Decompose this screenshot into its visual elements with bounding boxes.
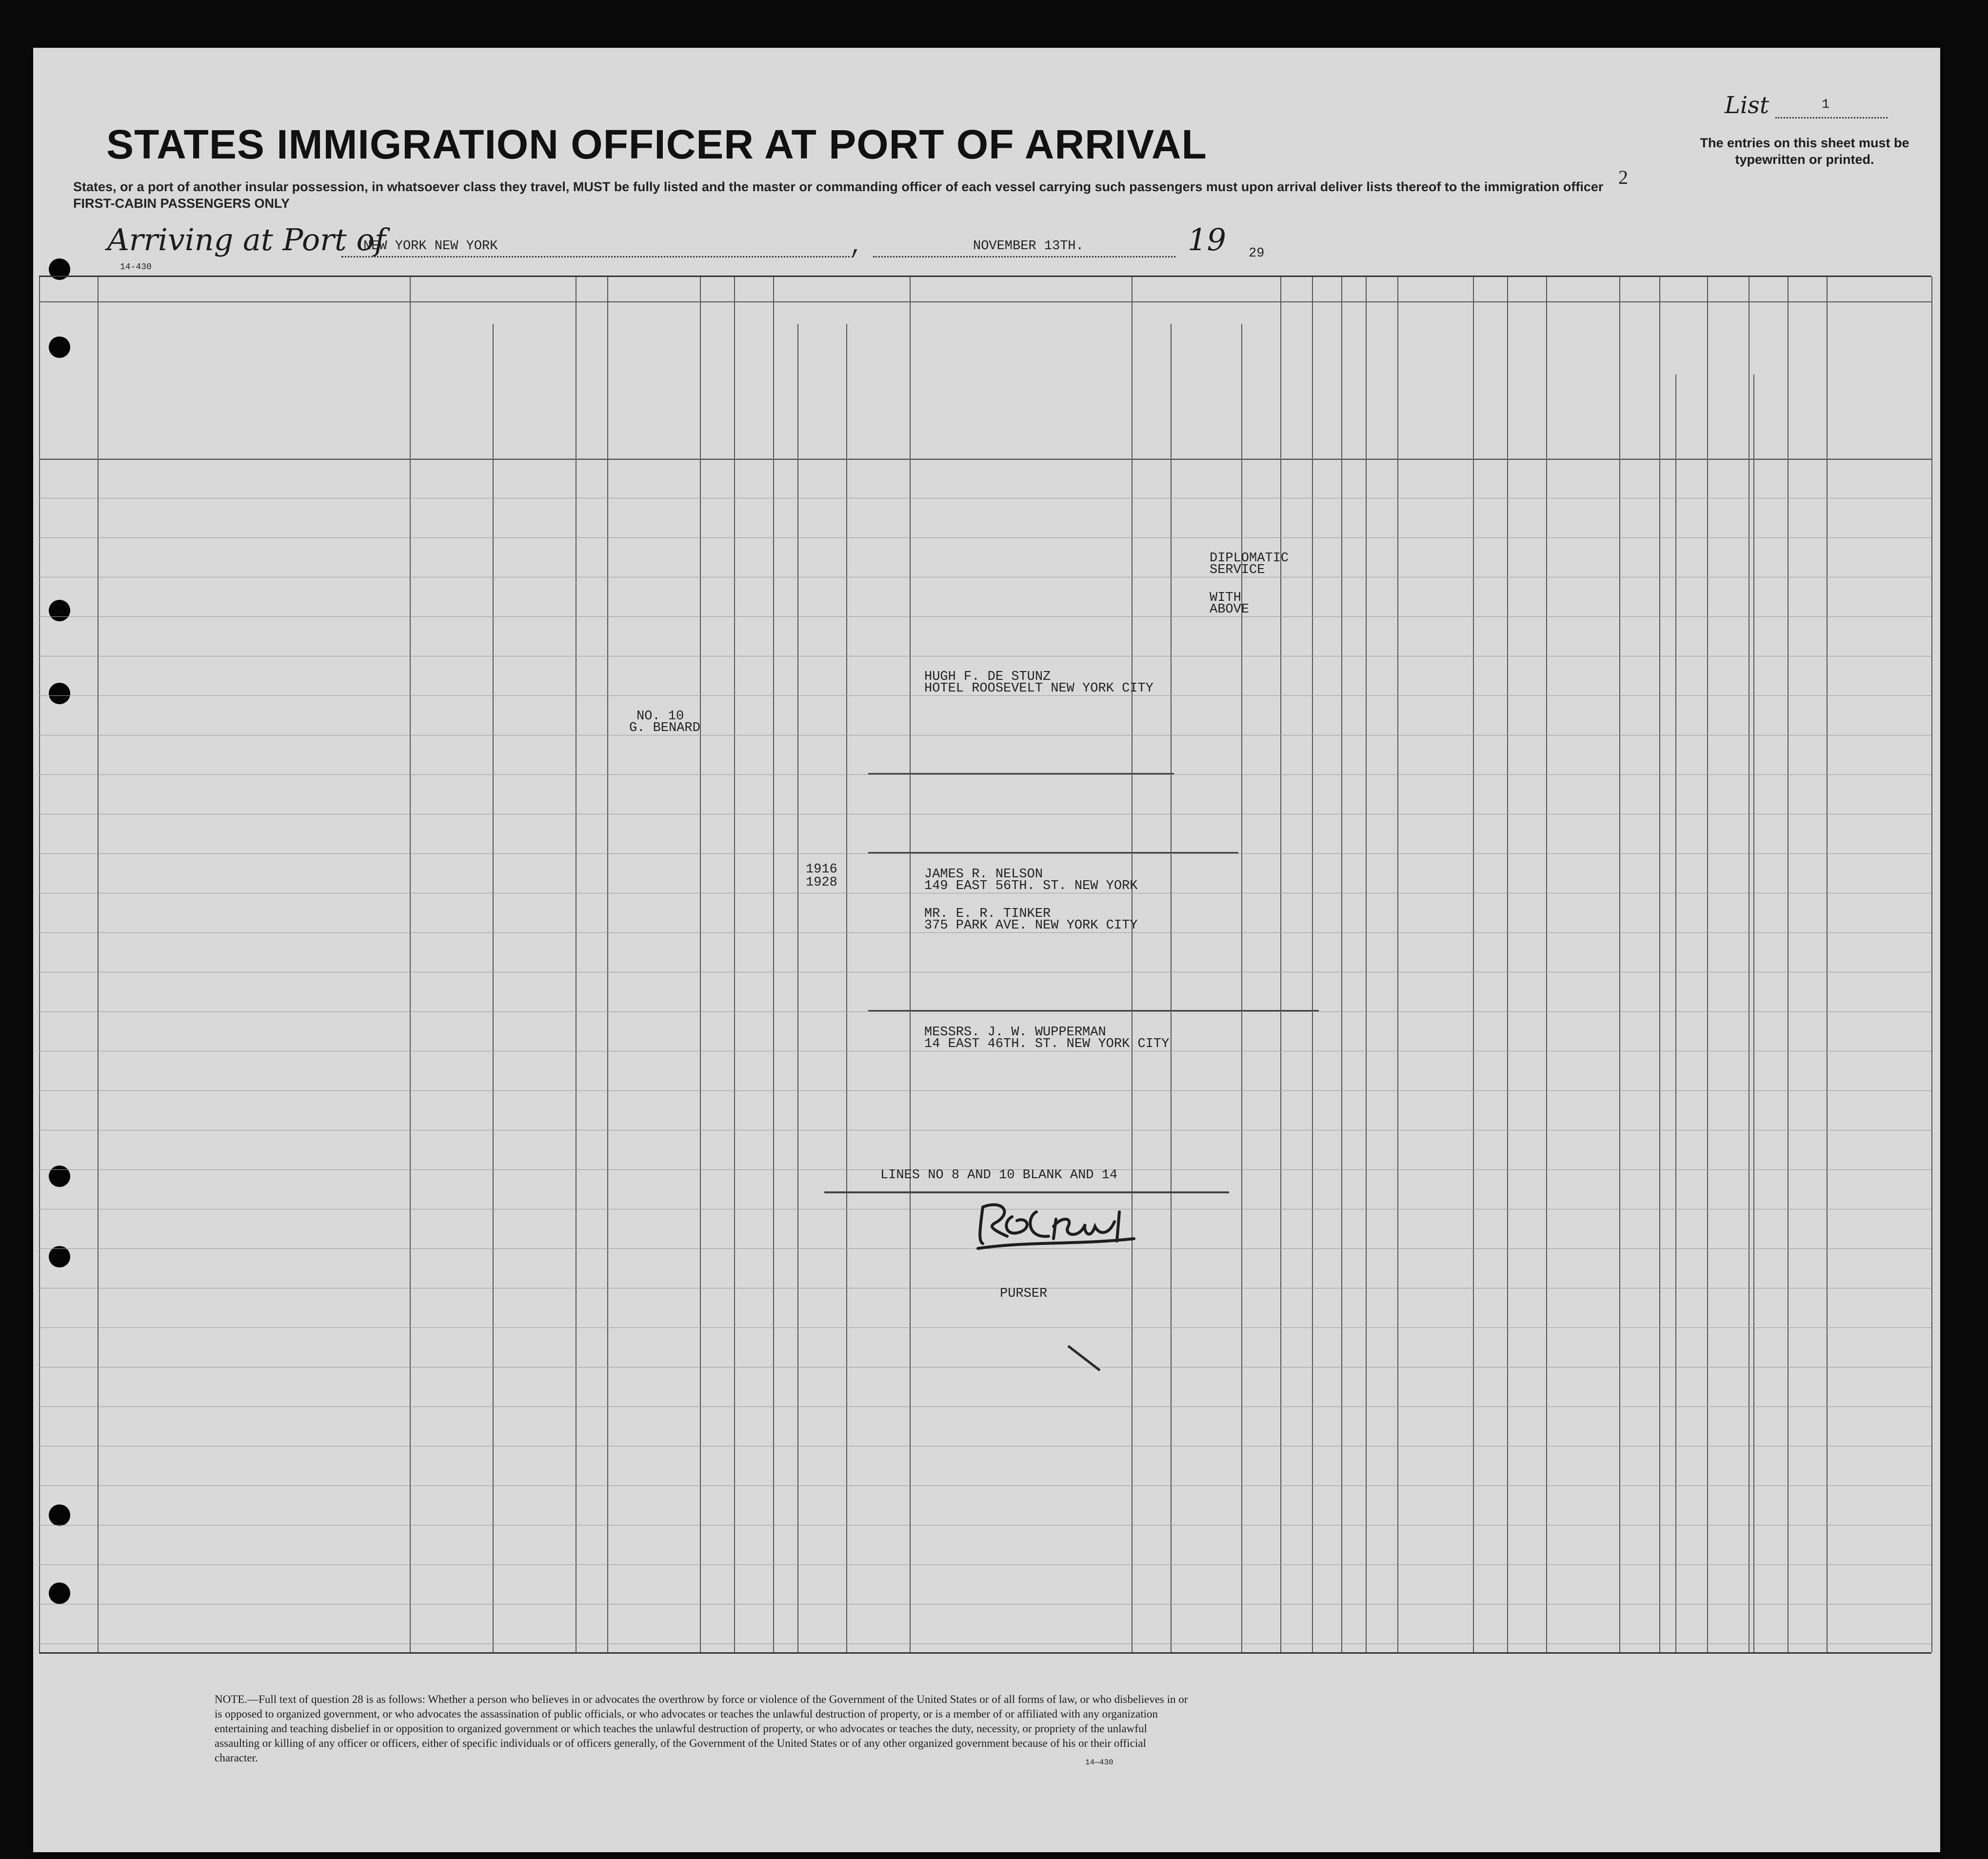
date-field-line bbox=[873, 256, 1175, 257]
signature-role: PURSER bbox=[1000, 1286, 1048, 1301]
blank-lines-note: LINES NO 8 AND 10 BLANK AND 14 bbox=[880, 1168, 1118, 1183]
row-divider bbox=[39, 1011, 1931, 1012]
column-divider bbox=[846, 324, 847, 1652]
year-suffix: 29 bbox=[1249, 246, 1265, 261]
before-year: 1916 bbox=[806, 862, 837, 877]
question-28-footnote: NOTE.—Full text of question 28 is as follows: Whether a person who believes in or advocates the overthrow by force or violence of the Government of the United States or of all forms of law, or who disbelieves in or is opposed to organized government, or who advocates the assassination of public officials, or who advocates or teaches the unlawful destruction of property, or is a member of or affiliated with any organization entertaining and teaching disbelief in or opposition to organized government or which teaches the unlawful destruction of property, or who advocates or teaches the duty, necessity, or propriety of the unlawful assaulting or killing of any officer or officers, either of specific individuals or of officers generally, of the Government of the United States or of any other organized government because of his or their official character. bbox=[215, 1693, 1188, 1764]
joining-relative: MESSRS. J. W. WUPPERMAN bbox=[924, 1025, 1106, 1040]
row-divider bbox=[39, 458, 1931, 459]
year-prefix: 19 bbox=[1188, 222, 1226, 257]
typewritten-instruction: The entries on this sheet must be typewritten or printed. bbox=[1700, 136, 1909, 167]
list-number: 1 bbox=[1822, 98, 1830, 112]
form-code: 14-430 bbox=[120, 262, 152, 272]
blank-lines-underline bbox=[824, 1191, 1229, 1193]
voyage-note-underline bbox=[868, 852, 1238, 853]
column-divider bbox=[1241, 324, 1242, 1652]
row-divider bbox=[39, 1327, 1931, 1328]
row-divider bbox=[39, 537, 1931, 538]
voyage-note-underline bbox=[868, 1010, 1319, 1011]
column-divider bbox=[1675, 375, 1676, 1652]
length-of-stay: SERVICE bbox=[1210, 563, 1265, 577]
row-divider bbox=[39, 1090, 1931, 1091]
list-label: List bbox=[1725, 92, 1769, 119]
row-divider bbox=[39, 1643, 1931, 1644]
row-divider bbox=[39, 1406, 1931, 1407]
column-divider bbox=[1753, 375, 1754, 1652]
page-number: 2 bbox=[1618, 166, 1628, 188]
joining-relative: HUGH F. DE STUNZ bbox=[924, 670, 1051, 684]
length-of-stay: WITH bbox=[1210, 591, 1241, 605]
joining-relative: MR. E. R. TINKER bbox=[924, 907, 1051, 921]
column-divider bbox=[797, 324, 798, 1652]
paid-by: G. BENARD bbox=[629, 721, 700, 735]
purser-signature bbox=[968, 1197, 1139, 1256]
joining-relative: 149 EAST 56TH. ST. NEW YORK bbox=[924, 879, 1138, 893]
row-divider bbox=[39, 774, 1931, 775]
arriving-label: Arriving at Port of bbox=[107, 222, 386, 257]
row-divider bbox=[39, 1485, 1931, 1486]
manifest-table bbox=[39, 276, 1931, 1654]
length-of-stay: DIPLOMATIC bbox=[1210, 551, 1289, 566]
port-field-line bbox=[341, 256, 854, 257]
joining-relative: JAMES R. NELSON bbox=[924, 867, 1043, 882]
arrival-date: NOVEMBER 13TH. bbox=[973, 239, 1084, 254]
page-title: STATES IMMIGRATION OFFICER AT PORT OF ARRIVAL bbox=[106, 121, 1207, 167]
joining-relative: HOTEL ROOSEVELT NEW YORK CITY bbox=[924, 681, 1153, 696]
row-divider bbox=[39, 1564, 1931, 1565]
column-divider bbox=[1788, 375, 1789, 1652]
before-year: 1928 bbox=[806, 875, 837, 890]
arrival-port-comma: , bbox=[850, 234, 863, 259]
header-instruction-line: States, or a port of another insular possession, in whatsoever class they travel, MUST be fully listed and the master or commanding officer of each vessel carrying such passengers must upon arrival deliver lists thereof to the immigration officer bbox=[73, 179, 1604, 194]
paid-by: NO. 10 bbox=[636, 709, 684, 724]
footer-form-code: 14—430 bbox=[1085, 1758, 1113, 1767]
stray-pen-mark bbox=[1066, 1344, 1105, 1373]
length-of-stay: ABOVE bbox=[1210, 602, 1250, 617]
joining-relative: 375 PARK AVE. NEW YORK CITY bbox=[924, 918, 1138, 933]
voyage-note-underline bbox=[868, 773, 1174, 774]
joining-relative: 14 EAST 46TH. ST. NEW YORK CITY bbox=[924, 1037, 1170, 1051]
column-divider bbox=[493, 324, 494, 1652]
header-divider bbox=[39, 301, 1931, 302]
list-number-line bbox=[1775, 117, 1888, 119]
header-class-line: FIRST-CABIN PASSENGERS ONLY bbox=[73, 196, 290, 211]
column-divider bbox=[1171, 324, 1172, 1652]
arrival-port: NEW YORK NEW YORK bbox=[363, 239, 498, 254]
row-divider bbox=[39, 616, 1931, 617]
column-divider bbox=[1931, 277, 1932, 1652]
row-divider bbox=[39, 853, 1931, 854]
